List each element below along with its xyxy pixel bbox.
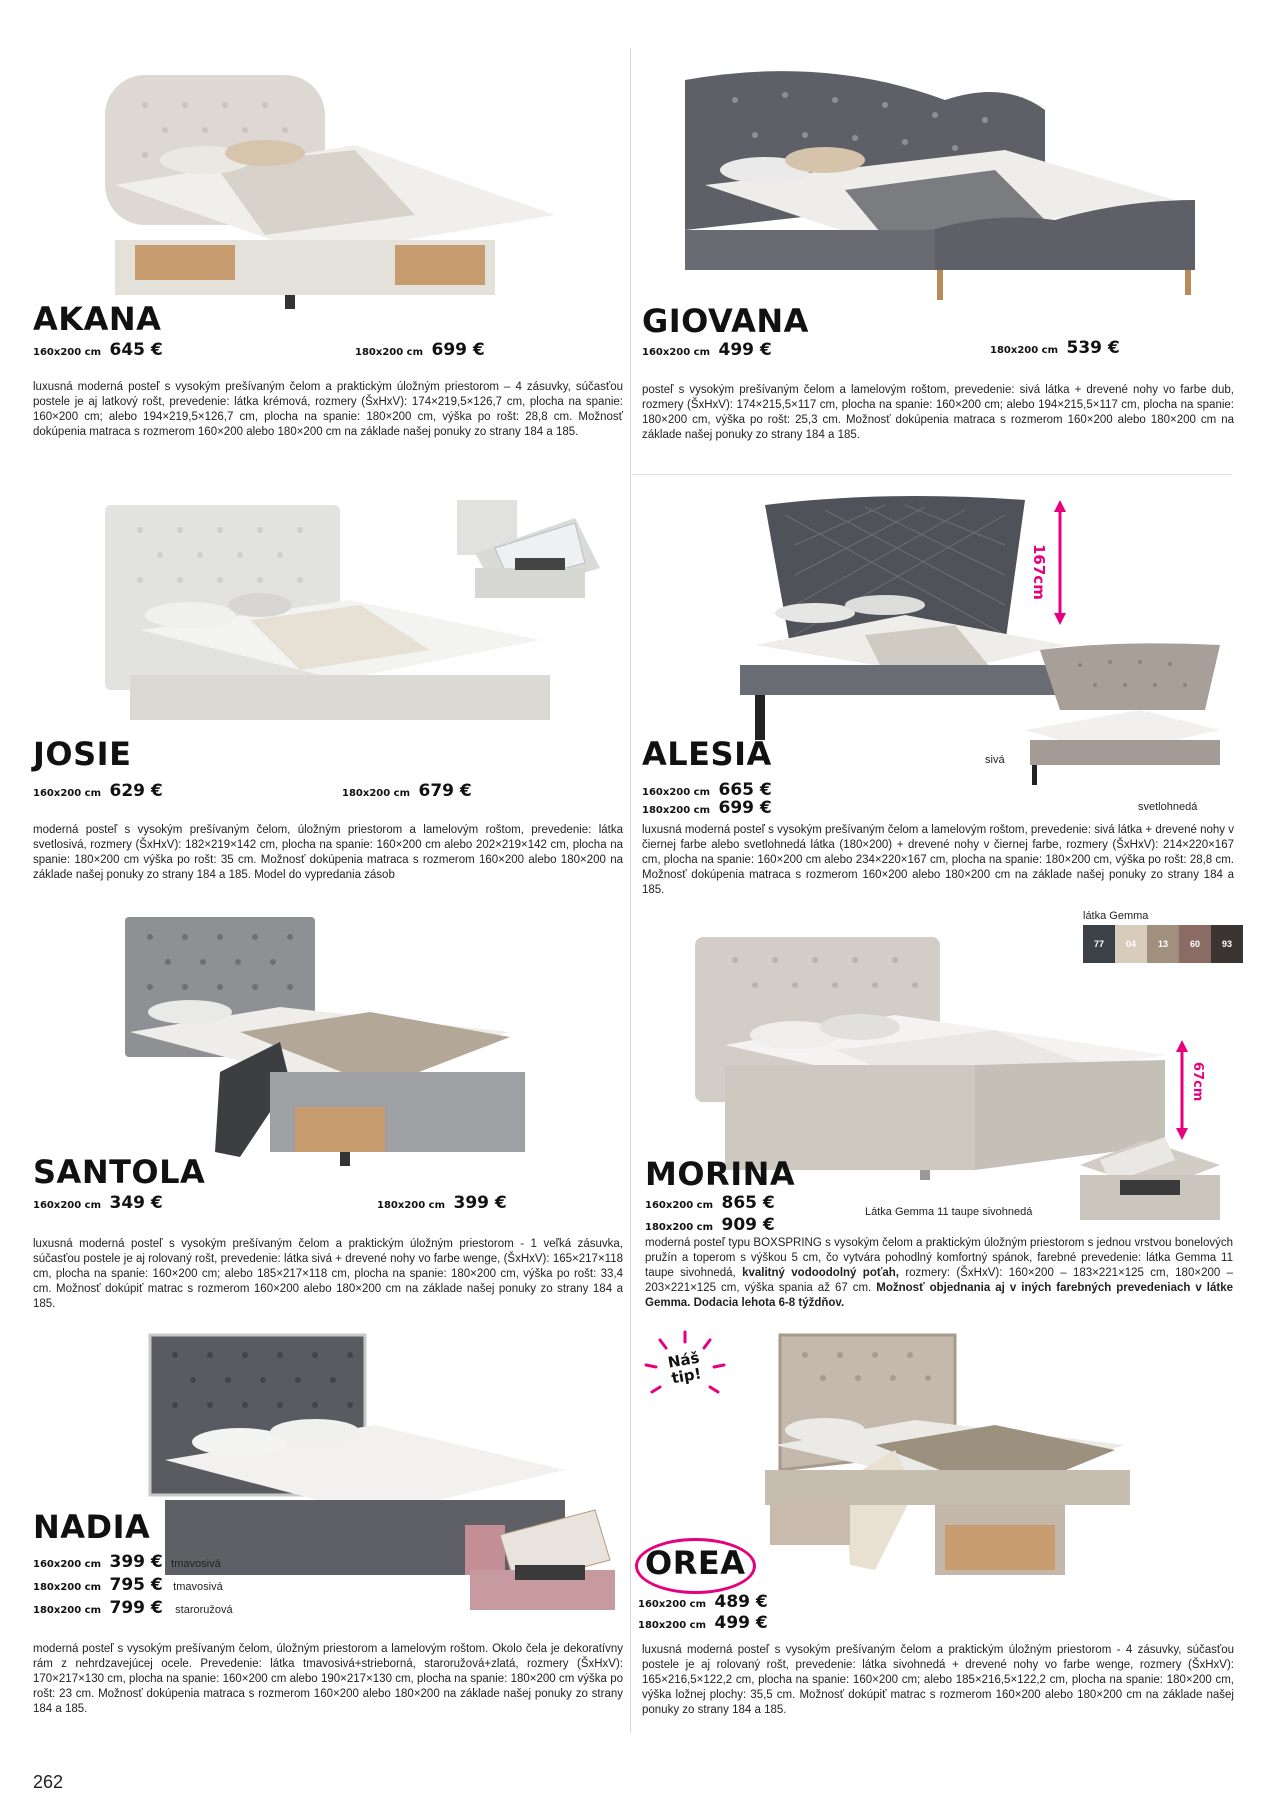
akana-bed-image <box>95 65 575 315</box>
nadia-price-160-tmavosiva <box>33 1552 221 1572</box>
nas-tip-badge <box>640 1330 730 1410</box>
giovana-title: GIOVANA <box>642 302 809 340</box>
price-value: 489 € <box>714 1592 768 1612</box>
size-label: 180x200 cm <box>377 1200 446 1211</box>
size-label: 180x200 cm <box>355 347 424 358</box>
morina-description-mid: rozmery: (ŠxHxV): 160×200 – 183×221×125 cm, 180×200 – 203×221×125 cm, výška spania až 67 cm. <box>645 1267 1234 1294</box>
price-value: 399 € <box>109 1552 163 1572</box>
alesia-color-gray: sivá <box>985 754 1005 766</box>
josie-price-160 <box>33 781 163 801</box>
price-value: 699 € <box>718 798 772 818</box>
morina-height-label: 67cm <box>1190 1062 1205 1102</box>
size-label: 160x200 cm <box>642 787 711 798</box>
size-label: 160x200 cm <box>642 347 711 358</box>
giovana-price-180 <box>990 338 1120 358</box>
size-label: 180x200 cm <box>642 805 711 816</box>
alesia-description: luxusná moderná posteľ s vysokým prešívaným čelom a lamelovým roštom, prevedenie: sivá látka + drevené nohy v čiernej farbe alebo svetlohnedá látka (180×200) + drevené nohy v čiernej farbe, rozmery (ŠxHxV): 214×220×167 cm, plocha na spanie: 160×200 cm alebo 234×220×167 cm, plocha na spanie: 180×200 cm, výška po rošt: 28,8 cm. Možnosť dokúpenia matraca s rozmerom 160×200 alebo 180×200 cm na základe našej ponuky zo strany 184 a 185. <box>642 824 1234 896</box>
alesia-light-brown-image <box>1020 640 1225 790</box>
size-label: 180x200 cm <box>342 788 411 799</box>
morina-fabric-label: látka Gemma <box>1083 910 1149 922</box>
josie-description: moderná posteľ s vysokým prešívaným čelom, úložným priestorom a lamelovým roštom, prevedenie: látka svetlosivá, rozmery (ŠxHxV): 182×219×142 cm, plocha na spanie: 160×200 cm alebo 202×219×142 cm, plocha na spanie: 180×200 cm výška po rošt: 35 cm. Možnosť dokúpenia matraca s rozmerom 160×200 alebo 180×200 na základe našej ponuky zo strany 184 a 185. Model do vypredania zásob <box>33 824 623 881</box>
morina-description <box>645 1236 1233 1311</box>
size-label: 180x200 cm <box>33 1582 102 1593</box>
swatch-13: 13 <box>1147 925 1179 963</box>
size-label: 160x200 cm <box>33 1559 102 1570</box>
alesia-price-160 <box>642 780 772 800</box>
column-divider <box>630 48 631 1733</box>
alesia-price-180 <box>642 798 772 818</box>
morina-description-start: moderná posteľ typu BOXSPRING s vysokým čelom a praktickým úložným priestorom s jednou vrstvou bonelových pružín a toperom s výškou 5 cm, čo vytvára pohodlný komfortný spánok, farebné prevedenie: látka Gemma 11 taupe sivohnedá, <box>645 1237 1233 1279</box>
page-number: 262 <box>33 1772 64 1792</box>
santola-price-160 <box>33 1193 163 1213</box>
price-value: 499 € <box>714 1613 768 1633</box>
row-divider <box>632 474 1232 475</box>
akana-price-180 <box>355 340 485 360</box>
price-value: 799 € <box>109 1598 163 1618</box>
morina-title: MORINA <box>645 1155 796 1193</box>
santola-price-180 <box>377 1193 507 1213</box>
giovana-description: posteľ s vysokým prešívaným čelom a lamelovým roštom, prevedenie: sivá látka + drevené nohy vo farbe dub, rozmery (ŠxHxV): 174×215,5×117 cm, plocha na spanie: 160×200 cm; alebo 194×215,5×117 cm, plocha na spanie: 180×200 cm, výška po rošt: 25,3 cm. Možnosť dokúpenia matraca s rozmerom 160×200 alebo 180×200 cm na základe našej ponuky zo strany 184 a 185. <box>642 384 1234 441</box>
akana-description: luxusná moderná posteľ s vysokým prešívaným čelom a praktickým úložným priestorom – 4 zásuvky, súčasťou postele je aj latkový rošt, prevedenie: látka krémová, rozmery (ŠxHxV): 174×219,5×126,7 cm, plocha na spanie: 160×200 cm; alebo 194×219,5×126,7 cm, plocha na spanie: 180×200 cm, výška po rošt: 28,8 cm. Možnosť dokúpenia matraca s rozmerom 160×200 alebo 180×200 cm na základe našej ponuky zo strany 184 a 185. <box>33 381 623 438</box>
orea-price-180 <box>638 1613 768 1633</box>
price-value: 699 € <box>431 340 485 360</box>
santola-bed-image <box>120 912 550 1172</box>
giovana-price-160 <box>642 340 772 360</box>
price-value: 645 € <box>109 340 163 360</box>
orea-bed-image <box>765 1330 1140 1590</box>
nadia-price-180-staroruzova <box>33 1598 233 1618</box>
swatch-04: 04 <box>1115 925 1147 963</box>
price-value: 399 € <box>453 1193 507 1213</box>
nadia-description: moderná posteľ s vysokým prešívaným čelom, úložným priestorom a lamelovým roštom. Okolo čela je dekoratívny rám z nehrdzavejúcej ocele. Prevedenie: látka tmavosivá+strieborná, staroružová+zlatá, rozmery (ŠxHxV): 170×217×130 cm, plocha na spanie: 160×200 cm alebo 190×217×130 cm, plocha na spanie: 180×200 cm výška po rošt: 23 cm. Možnosť dokúpenia matraca s rozmerom 160×200 alebo 180×200 na základe našej ponuky zo strany 184 a 185. <box>33 1643 623 1715</box>
variant-label: staroružová <box>175 1604 233 1616</box>
price-value: 679 € <box>418 781 472 801</box>
josie-title: JOSIE <box>33 735 132 773</box>
variant-label: tmavosivá <box>173 1581 223 1593</box>
price-value: 865 € <box>721 1193 775 1213</box>
swatch-77: 77 <box>1083 925 1115 963</box>
price-value: 629 € <box>109 781 163 801</box>
morina-description-bold1: kvalitný vodoodolný poťah, <box>742 1267 899 1279</box>
akana-price-160 <box>33 340 163 360</box>
morina-description-bold2: Možnosť objednania aj v iných farebných prevedeniach v látke Gemma. Dodacia lehota 6-8 týždňov. <box>645 1282 1233 1309</box>
orea-title: OREA <box>645 1544 746 1582</box>
nadia-title: NADIA <box>33 1508 151 1546</box>
morina-storage-image <box>1075 1135 1225 1225</box>
price-value: 349 € <box>109 1193 163 1213</box>
price-value: 909 € <box>721 1215 775 1235</box>
variant-label: tmavosivá <box>171 1558 221 1570</box>
price-value: 539 € <box>1066 338 1120 358</box>
josie-storage-image <box>455 498 605 603</box>
size-label: 160x200 cm <box>33 1200 102 1211</box>
size-label: 160x200 cm <box>33 788 102 799</box>
akana-title: AKANA <box>33 300 162 338</box>
swatch-60: 60 <box>1179 925 1211 963</box>
nadia-storage-image <box>460 1505 620 1615</box>
size-label: 180x200 cm <box>638 1620 707 1631</box>
orea-description: luxusná moderná posteľ s vysokým prešívaným čelom a praktickým úložným priestorom - 4 zásuvky, súčasťou postele je aj rolovaný rošt, prevedenie: látka sivohnedá + drevené nohy vo farbe wenge, rozmery (ŠxHxV): 165×216,5×122,2 cm, plocha na spanie: 160×200 cm; alebo 185×216,5×122,2 cm, plocha na spanie: 180×200 cm, výška ložnej plochy: 35,5 cm. Možnosť dokúpiť matrac s rozmerom 160×200 alebo 180×200 cm na základe našej ponuky zo strany 184 a 185. <box>642 1644 1234 1716</box>
size-label: 160x200 cm <box>33 347 102 358</box>
morina-price-160 <box>645 1193 775 1213</box>
alesia-height-label: 167cm <box>1030 544 1048 600</box>
nadia-price-180-tmavosiva <box>33 1575 223 1595</box>
size-label: 180x200 cm <box>33 1605 102 1616</box>
price-value: 795 € <box>109 1575 163 1595</box>
price-value: 499 € <box>718 340 772 360</box>
giovana-bed-image <box>675 60 1205 320</box>
size-label: 160x200 cm <box>645 1200 714 1211</box>
morina-price-180 <box>645 1215 775 1235</box>
price-value: 665 € <box>718 780 772 800</box>
alesia-height-arrow <box>1048 500 1088 625</box>
size-label: 160x200 cm <box>638 1599 707 1610</box>
santola-description: luxusná moderná posteľ s vysokým prešívaným čelom a praktickým úložným priestorom - 1 veľká zásuvka, súčasťou postele je aj rolovaný rošt, prevedenie: látka sivá + drevené nohy vo farbe wenge, (ŠxHxV): 165×217×118 cm, plocha na spanie: 160×200 cm; alebo 185×217×118 cm, plocha na spanie: 180×200 cm, výška po rošt: 33,4 cm. Možnosť dokúpiť matrac s rozmerom 160×200 alebo 180×200 cm na základe našej ponuky zo strany 184 a 185. <box>33 1238 623 1310</box>
josie-price-180 <box>342 781 472 801</box>
orea-price-160 <box>638 1592 768 1612</box>
size-label: 180x200 cm <box>990 345 1059 356</box>
alesia-color-light-brown: svetlohnedá <box>1138 801 1198 813</box>
swatch-93: 93 <box>1211 925 1243 963</box>
santola-title: SANTOLA <box>33 1153 206 1191</box>
alesia-title: ALESIA <box>642 735 772 773</box>
morina-caption: Látka Gemma 11 taupe sivohnedá <box>865 1206 1033 1218</box>
nas-tip-text: Náš tip! <box>666 1348 703 1388</box>
size-label: 180x200 cm <box>645 1222 714 1233</box>
